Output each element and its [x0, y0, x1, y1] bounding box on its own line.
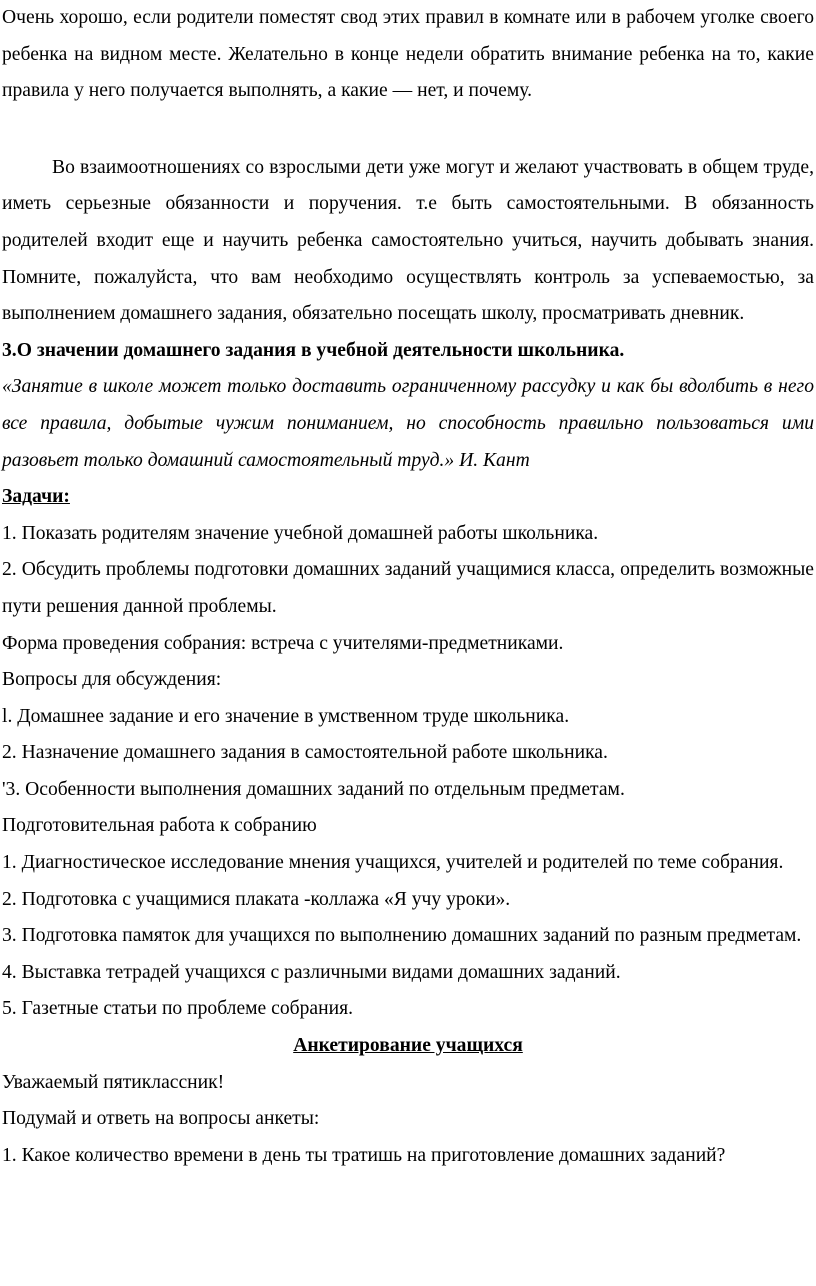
question-item-3: '3. Особенности выполнения домашних заданий по отдельным предметам.: [2, 778, 625, 800]
survey-title: Анкетирование учащихся: [293, 1035, 523, 1057]
prep-item-4: 4. Выставка тетрадей учащихся с различными видами домашних заданий.: [2, 961, 621, 983]
tasks-title-line: [2, 479, 814, 516]
survey-title-line: [2, 1028, 814, 1065]
task-item-2: 2. Обсудить проблемы подготовки домашних заданий учащимися класса, определить возможные пути решения данной проблемы.: [2, 559, 814, 617]
paragraph-gap: [2, 110, 814, 150]
prep-item-3: 3. Подготовка памяток для учащихся по выполнению домашних заданий по разным предметам.: [2, 925, 802, 947]
prep-item-1: 1. Диагностическое исследование мнения учащихся, учителей и родителей по теме собрания.: [2, 852, 784, 874]
question-item-1: l. Домашнее задание и его значение в умственном труде школьника.: [2, 705, 570, 727]
prep-title: Подготовительная работа к собранию: [2, 815, 317, 837]
tasks-title: Задачи:: [2, 486, 70, 508]
prep-item-5: 5. Газетные статьи по проблеме собрания.: [2, 998, 353, 1020]
section-heading: 3.О значении домашнего задания в учебной деятельности школьника.: [2, 339, 625, 361]
question-item-2: 2. Назначение домашнего задания в самостоятельной работе школьника.: [2, 742, 608, 764]
survey-question-1: 1. Какое количество времени в день ты тратишь на приготовление домашних заданий?: [2, 1144, 726, 1166]
document-page: [2, 0, 814, 1174]
paragraph-rules: Очень хорошо, если родители поместят свод этих правил в комнате или в рабочем уголке своего ребенка на видном месте. Желательно в конце недели обратить внимание ребенка на то, какие правила у него получается выполнять, а какие — нет, и почему.: [2, 7, 814, 102]
task-item-1: 1. Показать родителям значение учебной домашней работы школьника.: [2, 522, 599, 544]
survey-greeting: Уважаемый пятиклассник!: [2, 1071, 225, 1093]
kant-quote: «Занятие в школе может только доставить ограниченному рассудку и как бы вдолбить в него все правила, добытые чужим пониманием, но способность правильно пользоваться ими разовьет только домашний самостоятельный труд.» И. Кант: [2, 376, 814, 471]
questions-title: Вопросы для обсуждения:: [2, 669, 222, 691]
meeting-form: Форма проведения собрания: встреча с учителями-предметниками.: [2, 632, 564, 654]
paragraph-parents-duty: Во взаимоотношениях со взрослыми дети уже могут и желают участвовать в общем труде, иметь серьезные обязанности и поручения. т.е быть самостоятельными. В обязанность родителей входит еще и научить ребенка самостоятельно учиться, научить добывать знания. Помните, пожалуйста, что вам необходимо осуществлять контроль за успеваемостью, за выполнением домашнего задания, обязательно посещать школу, просматривать дневник.: [2, 156, 814, 325]
prep-item-2: 2. Подготовка с учащимися плаката -коллажа «Я учу уроки».: [2, 888, 511, 910]
survey-instruction: Подумай и ответь на вопросы анкеты:: [2, 1108, 320, 1130]
